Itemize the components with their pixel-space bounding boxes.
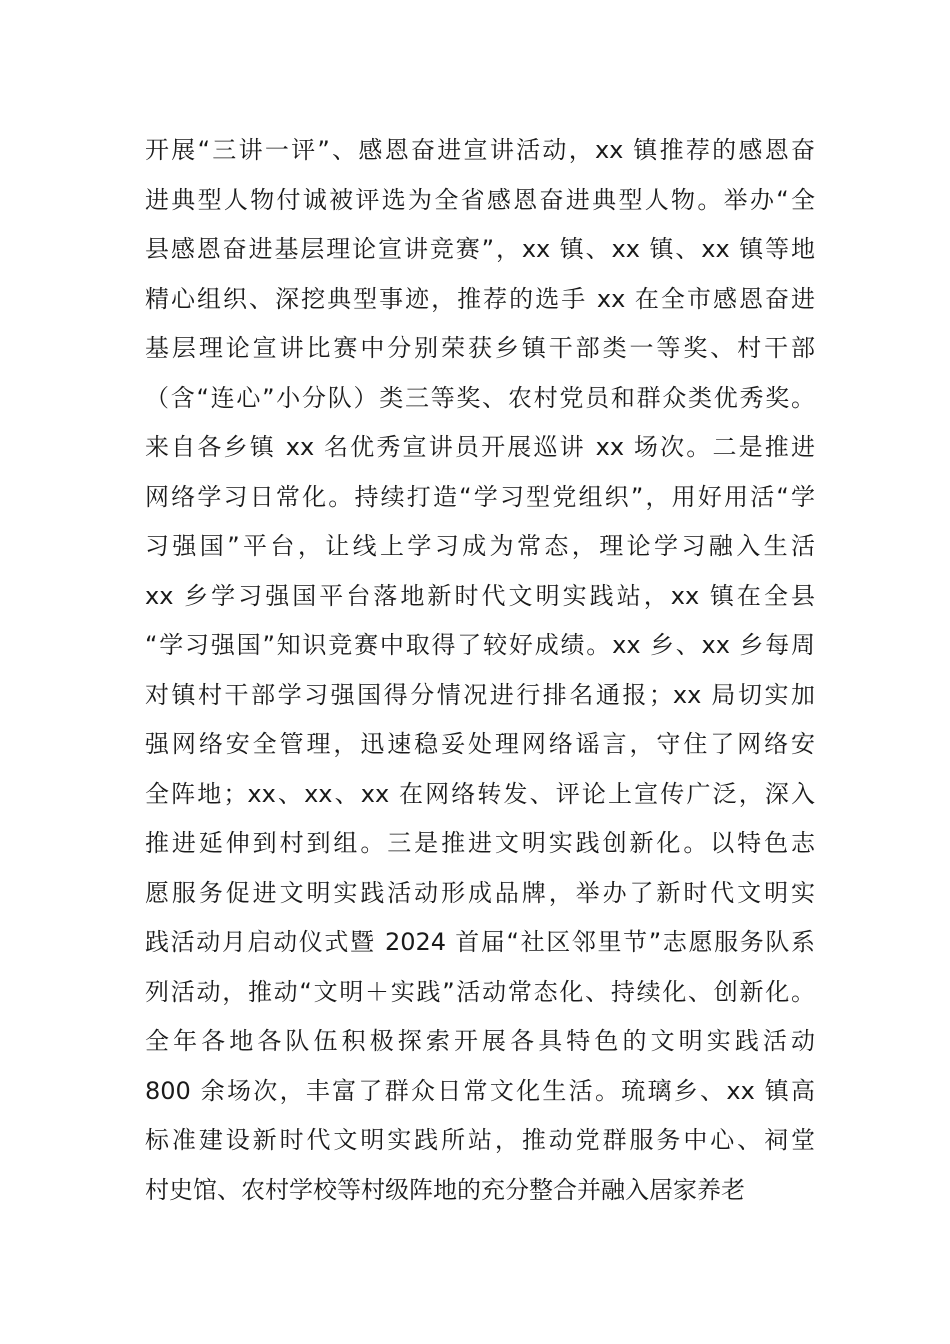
text-line: 村史馆、农村学校等村级阵地的充分整合并融入居家养老 [145,1175,745,1204]
text-line: 网络学习日常化。持续打造“学习型党组织”，用好用活“学 [145,482,815,511]
text-line: 列活动，推动“文明＋实践”活动常态化、持续化、创新化。 [145,977,815,1006]
text-line: 开展“三讲一评”、感恩奋进宣讲活动，xx 镇推荐的感恩奋 [145,136,815,164]
text-line: 强网络安全管理，迅速稳妥处理网络谣言，守住了网络安 [145,730,815,758]
document-body [145,126,815,1215]
text-line: 进典型人物付诚被评选为全省感恩奋进典型人物。举办“全 [145,185,815,214]
text-line: 800 余场次，丰富了群众日常文化生活。琉璃乡、xx 镇高 [145,1076,815,1105]
text-line: “学习强国”知识竞赛中取得了较好成绩。xx 乡、xx 乡每周 [145,631,815,659]
text-line: 习强国”平台，让线上学习成为常态，理论学习融入生活 [145,532,815,560]
text-line: 愿服务促进文明实践活动形成品牌，举办了新时代文明实 [145,878,815,907]
text-line: 来自各乡镇 xx 名优秀宣讲员开展巡讲 xx 场次。二是推进 [145,433,815,461]
text-line: （含“连心”小分队）类三等奖、农村党员和群众类优秀奖。 [145,383,815,412]
text-line: 基层理论宣讲比赛中分别荣获乡镇干部类一等奖、村干部 [145,334,815,362]
text-line: 精心组织、深挖典型事迹，推荐的选手 xx 在全市感恩奋进 [145,284,815,313]
text-line: 对镇村干部学习强国得分情况进行排名通报；xx 局切实加 [145,680,815,709]
text-line: 标准建设新时代文明实践所站，推动党群服务中心、祠堂 [145,1126,815,1154]
text-line: 县感恩奋进基层理论宣讲竞赛”，xx 镇、xx 镇、xx 镇等地 [145,235,815,263]
text-line: 践活动月启动仪式暨 2024 首届“社区邻里节”志愿服务队系 [145,928,815,956]
text-line: 全阵地；xx、xx、xx 在网络转发、评论上宣传广泛，深入 [145,779,815,808]
text-line: 全年各地各队伍积极探索开展各具特色的文明实践活动 [145,1027,815,1055]
text-line: xx 乡学习强国平台落地新时代文明实践站，xx 镇在全县 [145,581,815,610]
text-line: 推进延伸到村到组。三是推进文明实践创新化。以特色志 [145,829,815,857]
